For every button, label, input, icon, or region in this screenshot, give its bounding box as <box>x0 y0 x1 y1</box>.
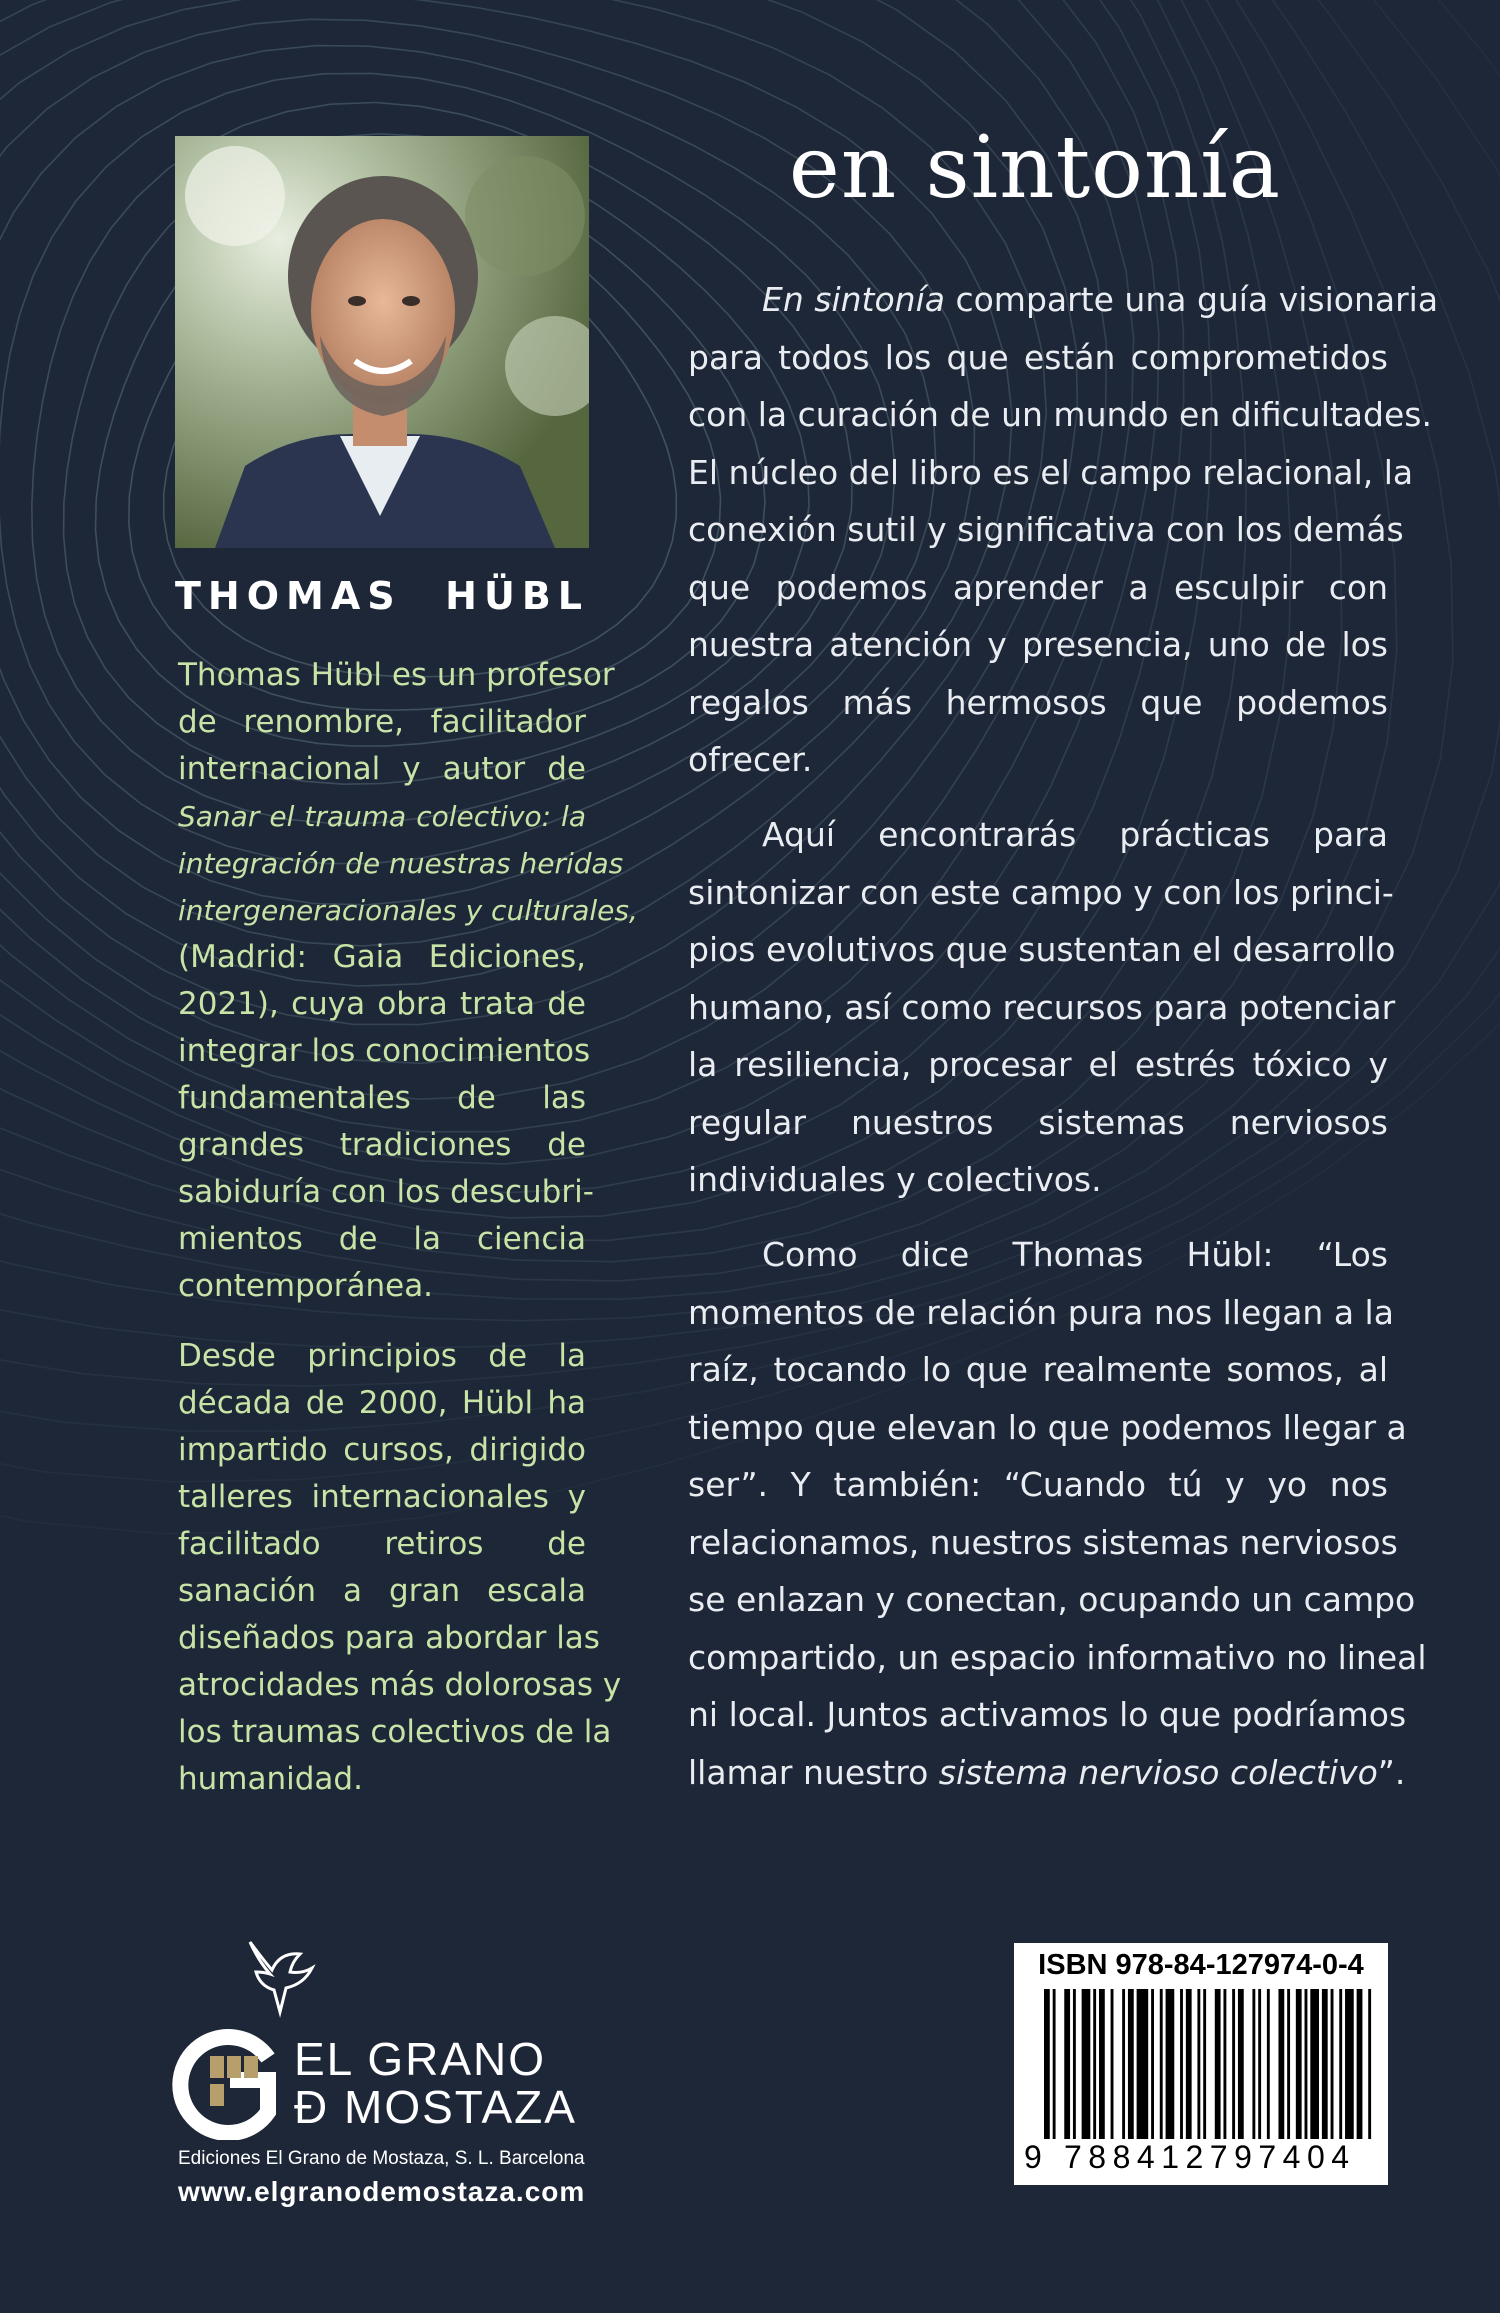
bio-line: mientos de la ciencia <box>178 1221 586 1257</box>
barcode-bar <box>1160 1989 1163 2139</box>
synopsis-line: regalos más hermosos que podemos <box>688 682 1388 722</box>
bio-book-title: Sanar el trauma colectivo: la <box>178 800 586 833</box>
bio-book-title: intergeneracionales y culturales, <box>178 894 638 927</box>
author-photo <box>175 136 589 548</box>
synopsis-line: regular nuestros sistemas nerviosos <box>688 1102 1388 1142</box>
barcode-bar <box>1305 1989 1308 2139</box>
synopsis-line: la resiliencia, procesar el estrés tóxico y <box>688 1045 1388 1084</box>
bio-line: grandes tradiciones de <box>178 1127 586 1163</box>
bio-book-title: integración de nuestras heridas <box>178 847 624 880</box>
publisher-website-link[interactable]: www.elgranodemostaza.com <box>178 2176 586 2207</box>
inline-book-title: En sintonía <box>762 280 945 319</box>
author-name: THOMAS HÜBL <box>175 574 589 618</box>
isbn-label: ISBN 978-84-127974-0-4 <box>1038 1949 1364 1981</box>
barcode-bar <box>1053 1989 1056 2139</box>
bio-line <box>178 840 624 887</box>
barcode-bar <box>1073 1989 1076 2139</box>
bio-line: fundamentales de las <box>178 1080 586 1116</box>
barcode-bar <box>1064 1989 1070 2139</box>
synopsis-paragraph-3 <box>688 1226 1427 1801</box>
synopsis-line: ser”. Y también: “Cuando tú y yo nos <box>688 1465 1388 1504</box>
synopsis-line: Aquí encontrarás prácticas para <box>762 815 1388 854</box>
bio-line: Thomas Hübl es un profesor <box>178 657 615 693</box>
barcode-bar <box>1197 1989 1200 2139</box>
publisher-company: Ediciones El Grano de Mostaza, S. L. Barcelona <box>178 2148 585 2169</box>
synopsis-line: ofrecer. <box>688 740 813 779</box>
dove-icon <box>240 1932 320 2022</box>
barcode-bar <box>1368 1989 1371 2139</box>
bio-line <box>178 887 638 934</box>
barcode-bar <box>1331 1989 1334 2139</box>
bio-line: atrocidades más dolorosas y <box>178 1667 622 1703</box>
synopsis-line: para todos los que están comprometidos <box>688 337 1388 377</box>
synopsis-line-text: comparte una guía visionaria <box>944 280 1439 319</box>
bio-line: impartido cursos, dirigido <box>178 1432 586 1468</box>
barcode-bar <box>1166 1989 1175 2139</box>
barcode-bar <box>1093 1989 1096 2139</box>
bio-line <box>178 793 586 840</box>
barcode-bar <box>1310 1989 1319 2139</box>
bio-line: los traumas colectivos de la <box>178 1714 612 1750</box>
barcode-bar <box>1099 1989 1105 2139</box>
book-title: en sintonía <box>788 118 1282 218</box>
barcode-bar <box>1339 1989 1342 2139</box>
synopsis-line: pios evolutivos que sustentan el desarrollo <box>688 930 1396 969</box>
bio-line: sabiduría con los descubri- <box>178 1174 594 1210</box>
barcode-bar <box>1044 1989 1050 2139</box>
synopsis-paragraph-1 <box>688 271 1439 789</box>
bio-line: (Madrid: Gaia Ediciones, <box>178 939 586 975</box>
synopsis-line: El núcleo del libro es el campo relacional, la <box>688 452 1414 492</box>
publisher-logo <box>170 1932 630 2142</box>
synopsis-line: raíz, tocando lo que realmente somos, al <box>688 1350 1388 1389</box>
synopsis-line <box>688 271 1439 329</box>
barcode-bar <box>1252 1989 1255 2139</box>
bio-line: diseñados para abordar las <box>178 1620 600 1656</box>
synopsis-line: humano, así como recursos para potenciar <box>688 987 1396 1027</box>
bio-line: internacional y autor de <box>178 751 586 787</box>
barcode-bar <box>1215 1989 1221 2139</box>
barcode-bar <box>1287 1989 1290 2139</box>
publisher-logo-text-2: Ð MOSTAZA <box>294 2081 577 2133</box>
barcode-bar <box>1151 1989 1154 2139</box>
bio-line: Desde principios de la <box>178 1338 586 1374</box>
barcode-bar <box>1278 1989 1284 2139</box>
barcode-bar <box>1322 1989 1328 2139</box>
barcode-bar <box>1137 1989 1149 2139</box>
isbn-barcode-box <box>1014 1943 1388 2185</box>
barcode-bar <box>1238 1989 1244 2139</box>
synopsis-line: que podemos aprender a esculpir con <box>688 567 1388 607</box>
synopsis-line-text: ”. <box>1377 1752 1406 1792</box>
barcode-bar <box>1180 1989 1183 2139</box>
synopsis-line-text: llamar nuestro <box>688 1752 939 1792</box>
barcode-bar <box>1082 1989 1091 2139</box>
bio-line: 2021), cuya obra trata de <box>178 986 586 1022</box>
synopsis-paragraph-2 <box>688 806 1396 1209</box>
bio-line: talleres internacionales y <box>178 1479 586 1515</box>
bio-line: década de 2000, Hübl ha <box>178 1385 586 1421</box>
barcode-bar <box>1203 1989 1206 2139</box>
synopsis-line: ni local. Juntos activamos lo que podríamos <box>688 1695 1407 1734</box>
synopsis-line: Como dice Thomas Hübl: “Los <box>762 1235 1388 1274</box>
synopsis-line: individuales y colectivos. <box>688 1160 1102 1199</box>
bio-line: humanidad. <box>178 1761 363 1797</box>
barcode-bar <box>1128 1989 1134 2139</box>
bird-and-g-icon <box>170 2010 280 2140</box>
barcode-first-digit: 9 <box>1024 2139 1042 2175</box>
barcode-bar <box>1258 1989 1261 2139</box>
barcode-bar <box>1186 1989 1192 2139</box>
synopsis-line: compartido, un espacio informativo no lineal <box>688 1637 1427 1677</box>
bio-line: sanación a gran escala <box>178 1573 586 1609</box>
synopsis-line: con la curación de un mundo en dificultades. <box>688 395 1432 434</box>
bio-line: facilitado retiros de <box>178 1526 586 1562</box>
author-bio-paragraph-2 <box>178 1333 622 1803</box>
barcode-bar <box>1111 1989 1114 2139</box>
synopsis-line: conexión sutil y significativa con los demás <box>688 510 1404 549</box>
synopsis-line: nuestra atención y presencia, uno de los <box>688 625 1388 664</box>
synopsis-line: tiempo que elevan lo que podemos llegar a <box>688 1407 1407 1447</box>
barcode <box>1044 1989 1374 2139</box>
barcode-bar <box>1267 1989 1270 2139</box>
barcode-bar <box>1122 1989 1125 2139</box>
synopsis-line <box>688 1744 1406 1802</box>
barcode-bar <box>1223 1989 1226 2139</box>
barcode-digit-string: 788412797404 <box>1064 2139 1356 2175</box>
publisher-logo-text-1: EL GRANO <box>294 2033 547 2085</box>
barcode-bar <box>1345 1989 1354 2139</box>
synopsis-line: se enlazan y conectan, ocupando un campo <box>688 1580 1416 1619</box>
bio-line: de renombre, facilitador <box>178 704 586 740</box>
synopsis-line: momentos de relación pura nos llegan a la <box>688 1292 1394 1332</box>
author-bio-paragraph-1 <box>178 652 638 1310</box>
synopsis-line: sintonizar con este campo y con los princi- <box>688 872 1394 912</box>
synopsis-emphasis: sistema nervioso colectivo <box>938 1752 1378 1792</box>
synopsis-line: relacionamos, nuestros sistemas nerviosos <box>688 1522 1398 1562</box>
bio-line: integrar los conocimientos <box>178 1033 591 1069</box>
bio-line: contemporánea. <box>178 1268 434 1304</box>
barcode-bar <box>1296 1989 1302 2139</box>
barcode-bar <box>1357 1989 1363 2139</box>
barcode-bar <box>1232 1989 1235 2139</box>
